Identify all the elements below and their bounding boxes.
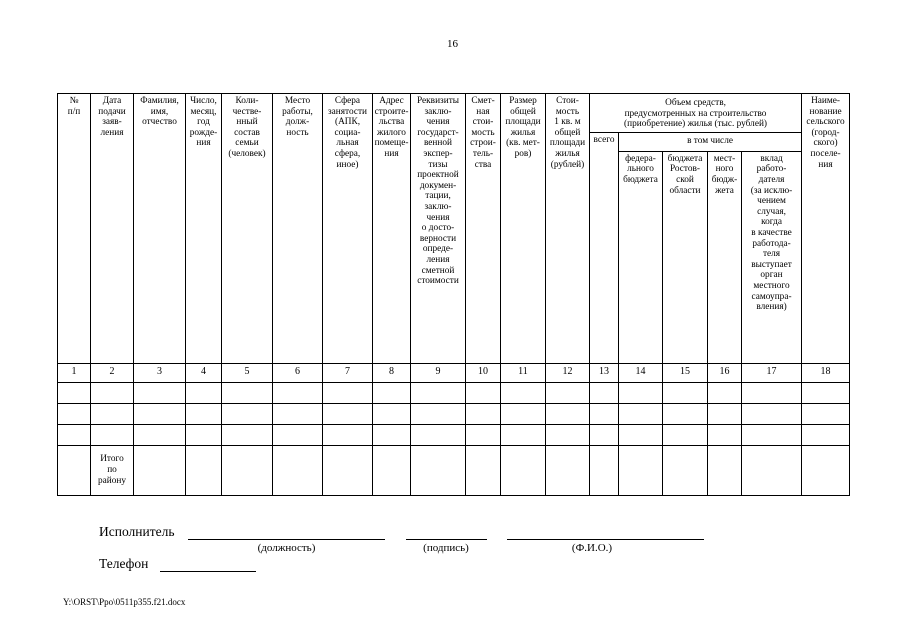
- name-line[interactable]: [507, 539, 704, 540]
- column-number: 9: [411, 363, 466, 382]
- file-path: Y:\ORST\Ppo\0511p355.f21.docx: [63, 597, 186, 607]
- column-number: 8: [373, 363, 411, 382]
- header-col-5: Коли- честве- нный состав семьи (человек): [222, 94, 273, 364]
- header-col-8: Адрес строите- льства жилого помеще- ния: [373, 94, 411, 364]
- phone-line[interactable]: [160, 571, 256, 572]
- table-row: [58, 424, 850, 445]
- column-number: 13: [590, 363, 619, 382]
- executor-label: Исполнитель: [99, 524, 175, 539]
- header-col-7: Сфера занятости (АПК, социа- льная сфера, иное): [323, 94, 373, 364]
- column-number: 12: [546, 363, 590, 382]
- header-col-1: № п/п: [58, 94, 91, 364]
- header-col-16: мест- ного бюдж- жета: [708, 151, 742, 363]
- column-numbers-row: [58, 363, 850, 382]
- applicants-table: [57, 93, 850, 496]
- header-subgroup: в том числе: [619, 132, 802, 151]
- column-number: 17: [742, 363, 802, 382]
- header-col-18: Наиме- нование сельского (город- ского) поселе- ния: [802, 94, 850, 364]
- phone-label: Телефон: [99, 556, 149, 571]
- page-number: 16: [447, 38, 458, 50]
- signature-hint: (подпись): [423, 542, 469, 554]
- header-col-12: Стои- мость 1 кв. м общей площади жилья (рублей): [546, 94, 590, 364]
- header-col-10: Смет- ная стои- мость строи- тель- ства: [466, 94, 501, 364]
- header-col-3: Фамилия, имя, отчество: [134, 94, 186, 364]
- signature-line[interactable]: [406, 539, 487, 540]
- column-number: 11: [501, 363, 546, 382]
- header-col-6: Место работы, долж- ность: [273, 94, 323, 364]
- total-label: Итого по району: [91, 445, 134, 495]
- position-hint: (должность): [257, 542, 316, 554]
- column-number: 4: [186, 363, 222, 382]
- column-number: 7: [323, 363, 373, 382]
- header-col-2: Дата подачи заяв- ления: [91, 94, 134, 364]
- total-row: [58, 445, 850, 495]
- column-number: 14: [619, 363, 663, 382]
- column-number: 15: [663, 363, 708, 382]
- header-col-11: Размер общей площади жилья (кв. мет- ров): [501, 94, 546, 364]
- column-number: 10: [466, 363, 501, 382]
- header-col-4: Число, месяц, год рожде- ния: [186, 94, 222, 364]
- column-number: 6: [273, 363, 323, 382]
- column-number: 3: [134, 363, 186, 382]
- column-number: 1: [58, 363, 91, 382]
- table-row: [58, 382, 850, 403]
- header-col-15: бюджета Ростов- ской области: [663, 151, 708, 363]
- name-hint: (Ф.И.О.): [571, 542, 613, 554]
- header-col-17: вклад работо- дателя (за исклю- чением случая, когда в качестве работода- теля выступает орган местного самоупра- вления): [742, 151, 802, 363]
- header-funding-group: Объем средств, предусмотренных на строительство (приобретение) жилья (тыс. рублей): [590, 94, 802, 133]
- column-number: 16: [708, 363, 742, 382]
- header-col-13: всего: [590, 132, 619, 363]
- header-col-14: федера- льного бюджета: [619, 151, 663, 363]
- header-col-9: Реквизиты заклю- чения государст- венной экспер- тизы проектной докумен- тации, заклю- чения о досто- верности опреде- ления сметной стоимости: [411, 94, 466, 364]
- column-number: 18: [802, 363, 850, 382]
- column-number: 2: [91, 363, 134, 382]
- table-row: [58, 403, 850, 424]
- position-line[interactable]: [188, 539, 385, 540]
- column-number: 5: [222, 363, 273, 382]
